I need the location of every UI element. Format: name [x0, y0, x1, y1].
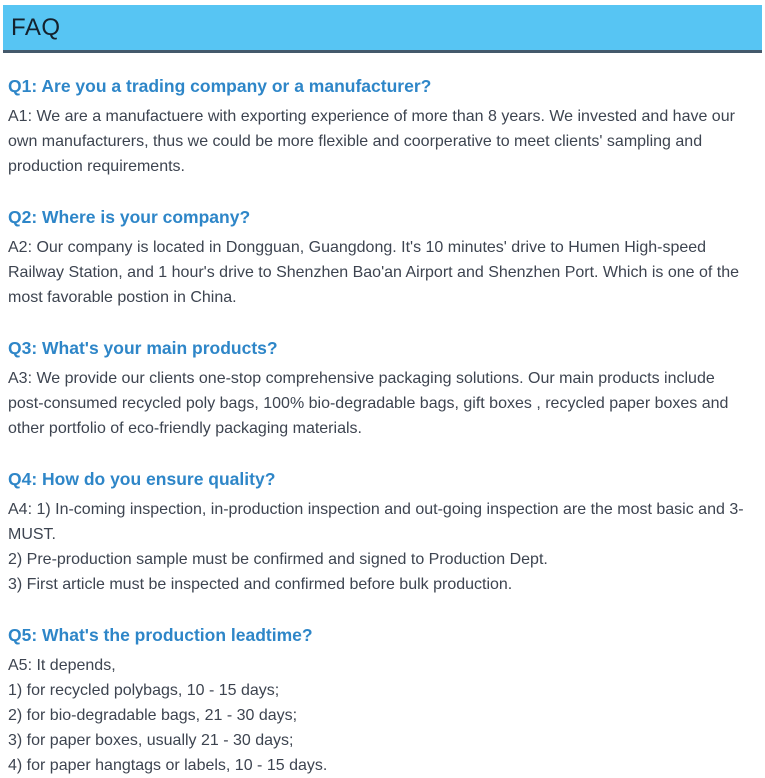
faq-answer-paragraph: A5: It depends, [8, 657, 116, 674]
faq-answer [8, 653, 747, 778]
faq-answer [8, 497, 747, 597]
faq-answer-paragraph: A3: We provide our clients one-stop comprehensive packaging solutions. Our main products include post-consumed recycled poly bags, 100% bio-degradable bags, gift boxes , recycled paper boxes and other portfolio of eco-friendly packaging materials. [8, 370, 729, 437]
faq-answer-paragraph: 1) for recycled polybags, 10 - 15 days; [8, 682, 280, 699]
page-title: FAQ [11, 13, 61, 41]
faq-answer [8, 104, 747, 179]
faq-answer-paragraph: 3) for paper boxes, usually 21 - 30 days; [8, 732, 294, 749]
faq-answer [8, 235, 747, 310]
faq-content [0, 75, 765, 778]
faq-answer-paragraph: A2: Our company is located in Dongguan, Guangdong. It's 10 minutes' drive to Humen High-speed Railway Station, and 1 hour's drive to Shenzhen Bao'an Airport and Shenzhen Port. Which is one of the most favorable postion in China. [8, 239, 739, 306]
faq-item [8, 624, 747, 778]
faq-question: Q1: Are you a trading company or a manufacturer? [8, 76, 432, 96]
faq-question: Q2: Where is your company? [8, 207, 251, 227]
faq-answer [8, 366, 747, 441]
faq-item [8, 75, 747, 179]
faq-answer-paragraph: A1: We are a manufactuere with exporting experience of more than 8 years. We invested and have our own manufacturers, thus we could be more flexible and coorperative to meet clients' sampling and production requirements. [8, 108, 735, 175]
faq-question: Q4: How do you ensure quality? [8, 469, 276, 489]
faq-answer-paragraph: A4: 1) In-coming inspection, in-production inspection and out-going inspection are the most basic and 3-MUST. [8, 501, 744, 543]
faq-answer-paragraph: 2) for bio-degradable bags, 21 - 30 days; [8, 707, 298, 724]
faq-question: Q3: What's your main products? [8, 338, 278, 358]
faq-item [8, 337, 747, 441]
faq-item [8, 468, 747, 597]
faq-item [8, 206, 747, 310]
faq-answer-paragraph: 4) for paper hangtags or labels, 10 - 15 days. [8, 757, 328, 774]
faq-answer-paragraph: 2) Pre-production sample must be confirmed and signed to Production Dept. [8, 551, 548, 568]
faq-question: Q5: What's the production leadtime? [8, 625, 313, 645]
faq-section-header [3, 5, 762, 53]
faq-answer-paragraph: 3) First article must be inspected and confirmed before bulk production. [8, 576, 513, 593]
